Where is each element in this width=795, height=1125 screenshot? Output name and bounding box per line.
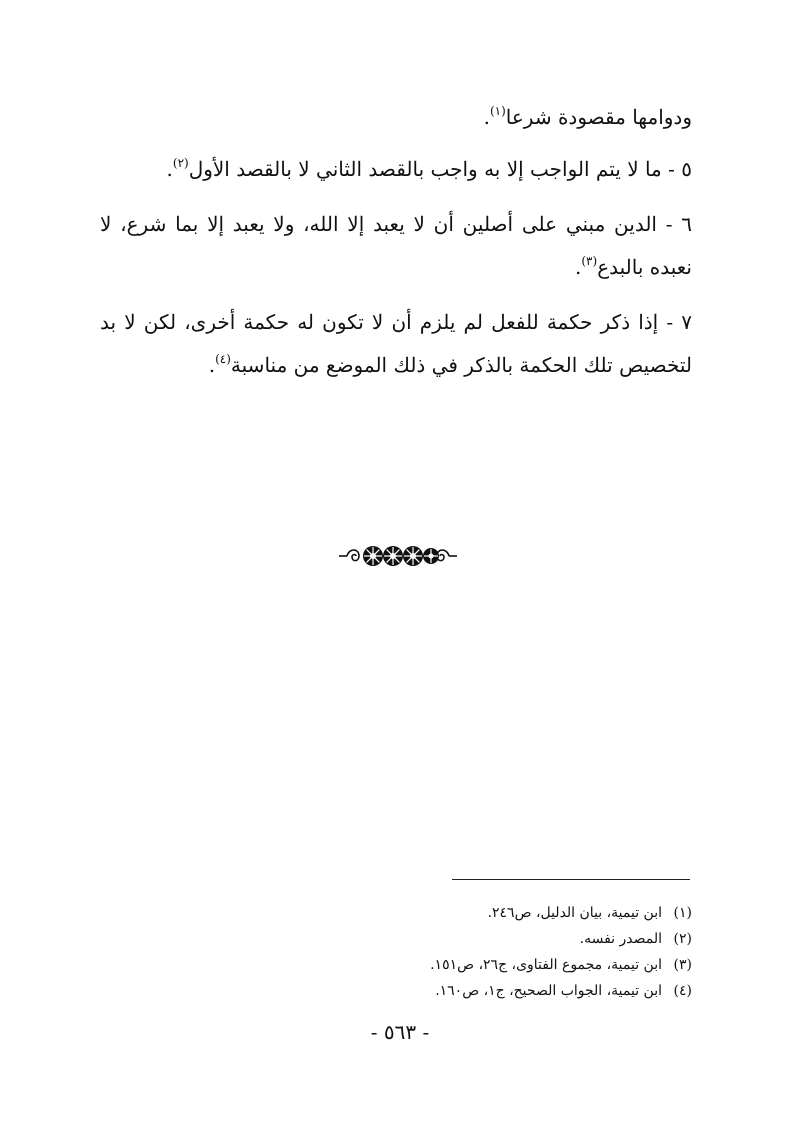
footnotes xyxy=(300,900,692,1004)
paragraph-2-end: . xyxy=(166,157,173,181)
paragraph-4-end: . xyxy=(208,353,216,377)
footnote-ref-3: (٣) xyxy=(581,254,598,268)
footnote-4 xyxy=(300,978,692,1004)
paragraph-2 xyxy=(100,148,692,191)
footnote-2 xyxy=(300,926,692,952)
footnote-number: (٣) xyxy=(673,957,692,973)
paragraph-1 xyxy=(100,96,692,139)
paragraph-1-text: ودوامها مقصودة شرعا xyxy=(505,105,692,129)
footnote-ref-4: (٤) xyxy=(215,352,231,366)
footnote-number: (٢) xyxy=(673,931,692,947)
footnote-number: (١) xyxy=(673,905,692,921)
section-divider-ornament-icon xyxy=(337,543,459,569)
footnote-text: ابن تيمية، الجواب الصحيح، ج١، ص١٦٠. xyxy=(435,983,662,999)
paragraph-1-end: . xyxy=(483,105,490,129)
paragraph-3-end: . xyxy=(575,255,582,279)
paragraph-4 xyxy=(100,301,692,387)
footnote-text: ابن تيمية، بيان الدليل، ص٢٤٦. xyxy=(487,905,662,921)
paragraph-4-text: ٧ - إذا ذكر حكمة للفعل لم يلزم أن لا تكون له حكمة أخرى، لكن لا بد لتخصيص تلك الحكمة بالذكر في ذلك الموضع من مناسبة xyxy=(100,310,692,377)
main-text xyxy=(100,96,692,399)
footnote-3 xyxy=(300,952,692,978)
footnote-ref-1: (١) xyxy=(489,104,506,118)
footnote-separator xyxy=(452,879,690,880)
page-number: - ٥٦٣ - xyxy=(370,1020,430,1044)
paragraph-2-text: ٥ - ما لا يتم الواجب إلا به واجب بالقصد الثاني لا بالقصد الأول xyxy=(188,157,692,181)
footnote-ref-2: (٢) xyxy=(172,156,189,170)
footnote-text: المصدر نفسه. xyxy=(579,931,662,947)
footnote-text: ابن تيمية، مجموع الفتاوى، ج٢٦، ص١٥١. xyxy=(430,957,662,973)
paragraph-3 xyxy=(100,203,692,289)
footnote-1 xyxy=(300,900,692,926)
paragraph-3-text: ٦ - الدين مبني على أصلين أن لا يعبد إلا الله، ولا يعبد إلا بما شرع، لا نعبده بالبدع xyxy=(100,212,692,279)
footnote-number: (٤) xyxy=(673,983,692,999)
